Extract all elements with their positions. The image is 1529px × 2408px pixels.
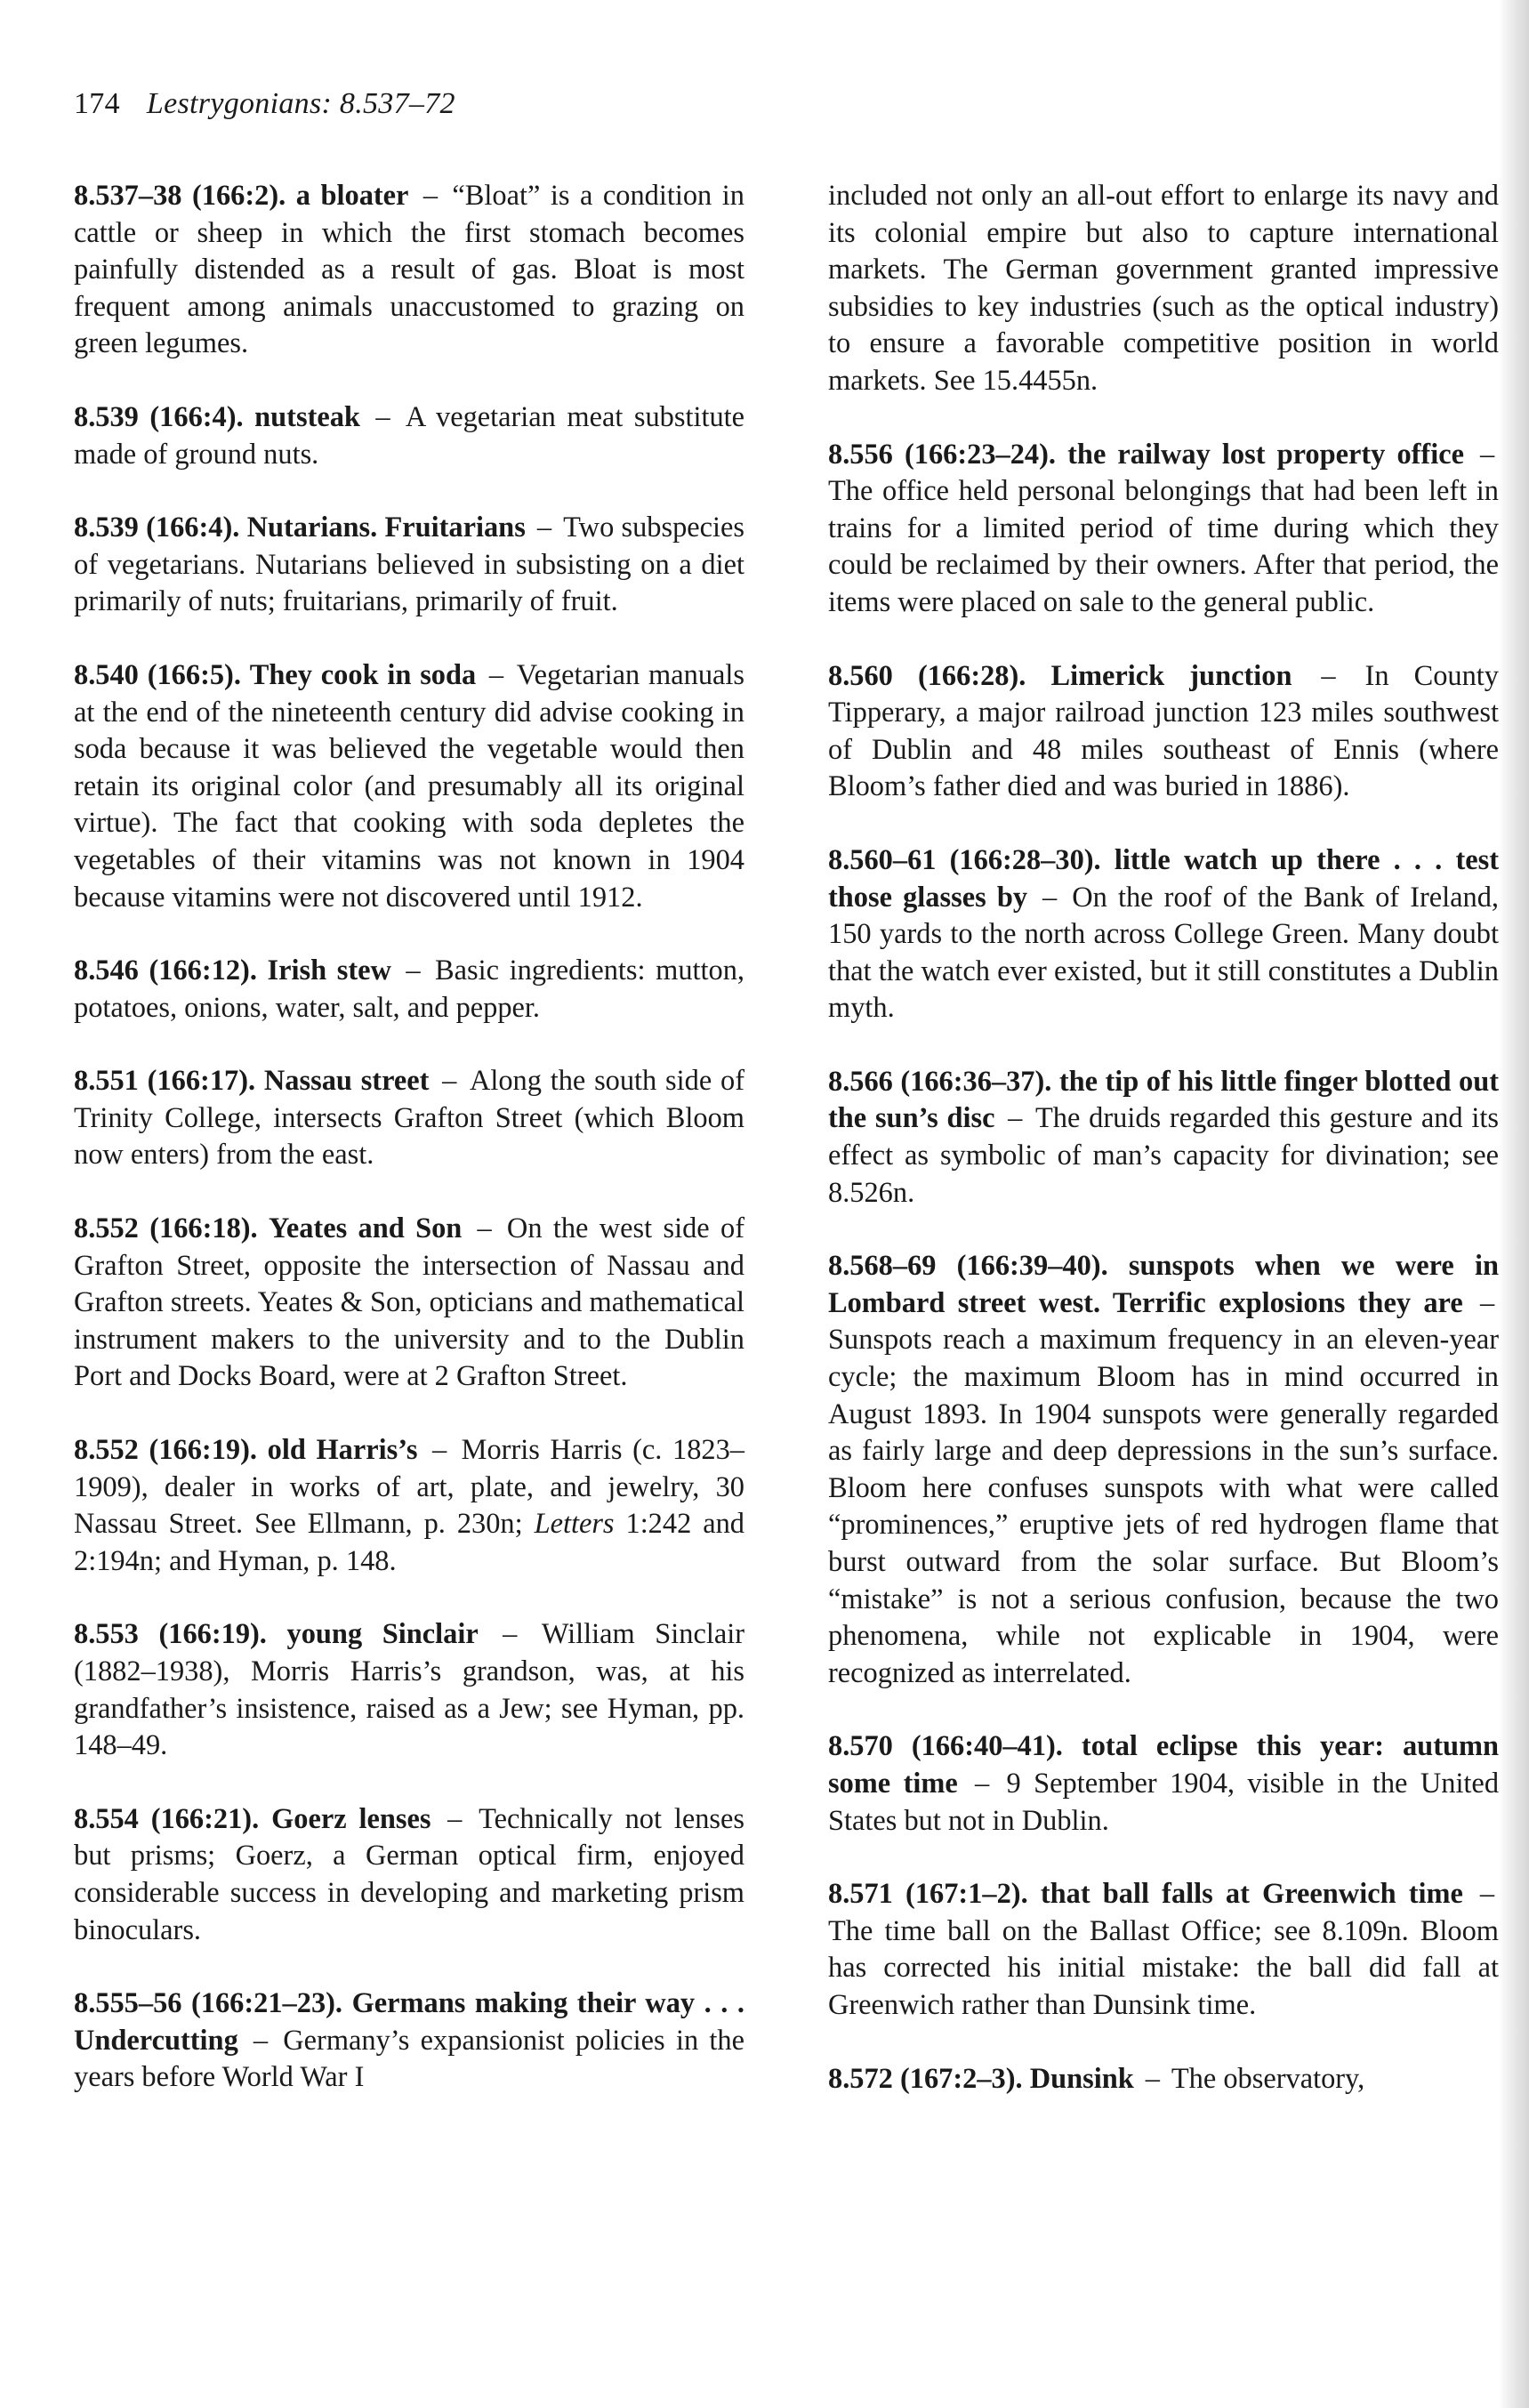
annotation-entry: 8.539 (166:4). nutsteak – A vegetarian meat substitute made of ground nuts. <box>74 400 745 471</box>
entry-reference: 8.552 (166:19). <box>74 1434 257 1467</box>
entry-reference: 8.537–38 (166:2). <box>74 180 286 212</box>
entry-lemma: that ball falls at Greenwich time <box>1040 1878 1463 1911</box>
entry-lemma: Nutarians. Fruitarians <box>246 511 526 544</box>
entry-lemma: nutsteak <box>254 400 360 433</box>
entry-reference: 8.556 (166:23–24). <box>828 438 1057 471</box>
entry-reference: 8.554 (166:21). <box>74 1802 260 1835</box>
entry-lemma: Nassau street <box>263 1065 430 1098</box>
entry-body: Germany’s expansionist policies in the years before World War I <box>74 2024 744 2094</box>
entry-body: “Bloat” is a condition in cattle or sheep in which the first stomach becomes painfully distended as a result of gas. Bloat is most frequent among animals unaccustomed to grazing on green legumes. <box>74 180 744 360</box>
annotation-entry: 8.552 (166:18). Yeates and Son – On the west side of Grafton Street, opposite the intersection of Nassau and Grafton streets. Yeates & Son, opticians and mathematical instrument makers to the university and to the Dublin Port and Docks Board, were at 2 Grafton Street. <box>74 1212 744 1393</box>
entry-reference: 8.552 (166:18). <box>74 1212 258 1245</box>
entry-lemma: little watch up there . . . test those glasses by <box>828 843 1499 914</box>
entry-lemma: total eclipse this year: autumn some time <box>828 1730 1499 1800</box>
entry-reference: 8.568–69 (166:39–40). <box>828 1250 1108 1283</box>
entry-reference: 8.540 (166:5). <box>74 658 241 691</box>
right-column <box>828 178 1499 2134</box>
entry-lemma: Irish stew <box>267 954 391 987</box>
annotation-entry: 8.553 (166:19). young Sinclair – William Sinclair (1882–1938), Morris Harris’s grandson, was, at his grandfather’s insistence, raised as a Jew; see Hyman, pp. 148–49. <box>74 1618 745 1762</box>
entry-body-italic-title: Letters <box>534 1508 615 1541</box>
entry-lemma: Limerick junction <box>1050 659 1292 692</box>
entry-lemma: old Harris’s <box>267 1434 418 1467</box>
annotation-entry: 8.566 (166:36–37). the tip of his little finger blotted out the sun’s disc – The druids regarded this gesture and its effect as symbolic of man’s capacity for divination; see 8.526n. <box>828 1065 1499 1209</box>
annotation-entry: 8.539 (166:4). Nutarians. Fruitarians – Two subspecies of vegetarians. Nutarians believed in subsisting on a diet primarily of nuts; fruitarians, primarily of fruit. <box>74 511 745 618</box>
entry-body-text: Morris Harris (c. 1823–1909), dealer in works of art, plate, and jewelry, 30 Nassau Street. See Ellmann, p. 230n; <box>74 1434 744 1541</box>
running-header <box>74 87 455 121</box>
entry-lemma: Yeates and Son <box>269 1212 463 1245</box>
entry-lemma: Goerz lenses <box>271 1802 431 1835</box>
entry-lemma: They cook in soda <box>249 658 477 691</box>
running-title: Lestrygonians: 8.537–72 <box>146 87 455 120</box>
entry-body: Two subspecies of vegetarians. Nutarians believed in subsisting on a diet primarily of nuts; fruitarians, primarily of fruit. <box>74 511 745 618</box>
entry-body: The time ball on the Ballast Office; see 8.109n. Bloom has corrected his initial mistake: the ball did fall at Greenwich rather than Dunsink time. <box>828 1914 1499 2021</box>
entry-body: 9 September 1904, visible in the United States but not in Dublin. <box>828 1767 1500 1837</box>
entry-reference: 8.539 (166:4). <box>74 400 244 433</box>
entry-lemma: the railway lost property office <box>1067 438 1464 471</box>
page-edge-shadow <box>1499 0 1529 2408</box>
entry-body: In County Tipperary, a major railroad junction 123 miles southwest of Dublin and 48 miles southeast of Ennis (where Bloom’s father died and was buried in 1886). <box>828 659 1499 803</box>
entry-body: Basic ingredients: mutton, potatoes, onions, water, salt, and pepper. <box>74 954 744 1024</box>
annotation-entry: 8.556 (166:23–24). the railway lost property office – The office held personal belongings that had been left in trains for a limited period of time during which they could be reclaimed by their owners. After that period, the items were placed on sale to the general public. <box>828 438 1499 618</box>
annotation-entry: 8.560 (166:28). Limerick junction – In County Tipperary, a major railroad junction 123 miles southwest of Dublin and 48 miles southeast of Ennis (where Bloom’s father died and was buried in 1886). <box>828 659 1499 803</box>
entry-reference: 8.555–56 (166:21–23). <box>74 1987 343 2020</box>
entry-body: A vegetarian meat substitute made of ground nuts. <box>74 400 745 471</box>
entry-body: Vegetarian manuals at the end of the nineteenth century did advise cooking in soda because it was believed the vegetable would then retain its original color (and presumably all its original virtue). The fact that cooking with soda depletes the vegetables of their vitamins was not known in 1904 because vitamins were not discovered until 1912. <box>74 658 745 914</box>
entry-lemma: a bloater <box>295 180 409 212</box>
entry-reference: 8.551 (166:17). <box>74 1065 256 1098</box>
entry-body: The observatory, <box>1171 2062 1365 2095</box>
entry-reference: 8.560 (166:28). <box>828 659 1026 692</box>
entry-lemma: Germans making their way . . . Undercutting <box>74 1987 744 2057</box>
annotation-entry: 8.568–69 (166:39–40). sunspots when we were in Lombard street west. Terrific explosions they are – Sunspots reach a maximum frequency in an eleven-year cycle; the maximum Bloom has in mind occurred in August 1893. In 1904 sunspots were generally regarded as fairly large and deep depressions in the sun’s surface. Bloom here confuses sunspots with what were called “prominences,” eruptive jets of red hydrogen flame that burst outward from the solar surface. But Bloom’s “mistake” is not a serious confusion, because the two phenomena, while not explicable in 1904, were recognized as interrelated. <box>828 1250 1499 1689</box>
annotation-entry: 8.552 (166:19). old Harris’s – Morris Harris (c. 1823–1909), dealer in works of art, plate, and jewelry, 30 Nassau Street. See Ellmann, p. 230n; Letters 1:242 and 2:194n; and Hyman, p. 148. <box>74 1434 744 1577</box>
entry-reference: 8.546 (166:12). <box>74 954 257 987</box>
annotation-entry: 8.555–56 (166:21–23). Germans making their way . . . Undercutting – Germany’s expansionist policies in the years before World War I <box>74 1987 744 2094</box>
entry-reference: 8.560–61 (166:28–30). <box>828 843 1101 876</box>
entry-body: On the roof of the Bank of Ireland, 150 yards to the north across College Green. Many doubt that the watch ever existed, but it still constitutes a Dublin myth. <box>828 881 1500 1025</box>
entry-body: included not only an all-out effort to enlarge its navy and its colonial empire but also to capture international markets. The German government granted impressive subsidies to key industries (such as the optical industry) to ensure a favorable competitive position in world markets. See 15.4455n. <box>828 180 1499 397</box>
entry-body: William Sinclair (1882–1938), Morris Harris’s grandson, was, at his grandfather’s insistence, raised as a Jew; see Hyman, pp. 148–49. <box>74 1618 745 1762</box>
entry-body-text: 1:242 and 2:194n; and Hyman, p. 148. <box>74 1508 744 1577</box>
annotation-entry: 8.540 (166:5). They cook in soda – Vegetarian manuals at the end of the nineteenth century did advise cooking in soda because it was believed the vegetable would then retain its original color (and presumably all its original virtue). The fact that cooking with soda depletes the vegetables of their vitamins was not known in 1904 because vitamins were not discovered until 1912. <box>74 658 745 914</box>
annotation-entry: 8.551 (166:17). Nassau street – Along the south side of Trinity College, intersects Grafton Street (which Bloom now enters) from the east. <box>74 1065 744 1172</box>
entry-reference: 8.571 (167:1–2). <box>828 1878 1028 1911</box>
left-column <box>74 178 744 2133</box>
entry-lemma: the tip of his little finger blotted out the sun’s disc <box>828 1065 1499 1135</box>
annotation-entry: 8.570 (166:40–41). total eclipse this year: autumn some time – 9 September 1904, visible in the United States but not in Dublin. <box>828 1730 1500 1837</box>
entry-reference: 8.566 (166:36–37). <box>828 1065 1052 1098</box>
annotation-entry: 8.546 (166:12). Irish stew – Basic ingredients: mutton, potatoes, onions, water, salt, and pepper. <box>74 954 744 1024</box>
annotation-entry-continuation <box>828 178 1499 400</box>
entry-body: The druids regarded this gesture and its effect as symbolic of man’s capacity for divination; see 8.526n. <box>828 1102 1499 1209</box>
annotation-entry: 8.537–38 (166:2). a bloater – “Bloat” is a condition in cattle or sheep in which the first stomach becomes painfully distended as a result of gas. Bloat is most frequent among animals unaccustomed to grazing on green legumes. <box>74 180 744 360</box>
annotation-entry: 8.572 (167:2–3). Dunsink – The observatory, <box>828 2062 1365 2095</box>
entry-body: On the west side of Grafton Street, opposite the intersection of Nassau and Grafton streets. Yeates & Son, opticians and mathematical instrument makers to the university and to the Dublin Port and Docks Board, were at 2 Grafton Street. <box>74 1212 744 1393</box>
entry-lemma: young Sinclair <box>286 1618 479 1651</box>
entry-lemma: Dunsink <box>1029 2062 1134 2095</box>
page-number: 174 <box>74 87 120 120</box>
entry-body: Technically not lenses but prisms; Goerz, a German optical firm, enjoyed considerable success in developing and marketing prism binoculars. <box>74 1802 744 1946</box>
entry-reference: 8.539 (166:4). <box>74 511 240 544</box>
entry-body: Sunspots reach a maximum frequency in an eleven-year cycle; the maximum Bloom has in mind occurred in August 1893. In 1904 sunspots were generally regarded as fairly large and deep depressions in the sun’s surface. Bloom here confuses sunspots with what were called “prominences,” eruptive jets of red hydrogen flame that burst outward from the solar surface. But Bloom’s “mistake” is not a serious confusion, because the two phenomena, while not explicable in 1904, were recognized as interrelated. <box>828 1324 1499 1689</box>
annotation-entry: 8.554 (166:21). Goerz lenses – Technically not lenses but prisms; Goerz, a German optical firm, enjoyed considerable success in developing and marketing prism binoculars. <box>74 1802 744 1946</box>
entry-body: Along the south side of Trinity College, intersects Grafton Street (which Bloom now enters) from the east. <box>74 1065 744 1172</box>
entry-reference: 8.570 (166:40–41). <box>828 1730 1063 1763</box>
entry-reference: 8.572 (167:2–3). <box>828 2062 1023 2095</box>
annotation-entry: 8.560–61 (166:28–30). little watch up there . . . test those glasses by – On the roof of the Bank of Ireland, 150 yards to the north across College Green. Many doubt that the watch ever existed, but it still constitutes a Dublin myth. <box>828 843 1500 1025</box>
entry-lemma: sunspots when we were in Lombard street west. Terrific explosions they are <box>828 1250 1499 1319</box>
entry-reference: 8.553 (166:19). <box>74 1618 267 1651</box>
annotation-entry: 8.571 (167:1–2). that ball falls at Greenwich time – The time ball on the Ballast Office; see 8.109n. Bloom has corrected his initial mistake: the ball did fall at Greenwich rather than Dunsink time. <box>828 1878 1499 2021</box>
entry-body: The office held personal belongings that had been left in trains for a limited period of time during which they could be reclaimed by their owners. After that period, the items were placed on sale to the general public. <box>828 475 1499 618</box>
